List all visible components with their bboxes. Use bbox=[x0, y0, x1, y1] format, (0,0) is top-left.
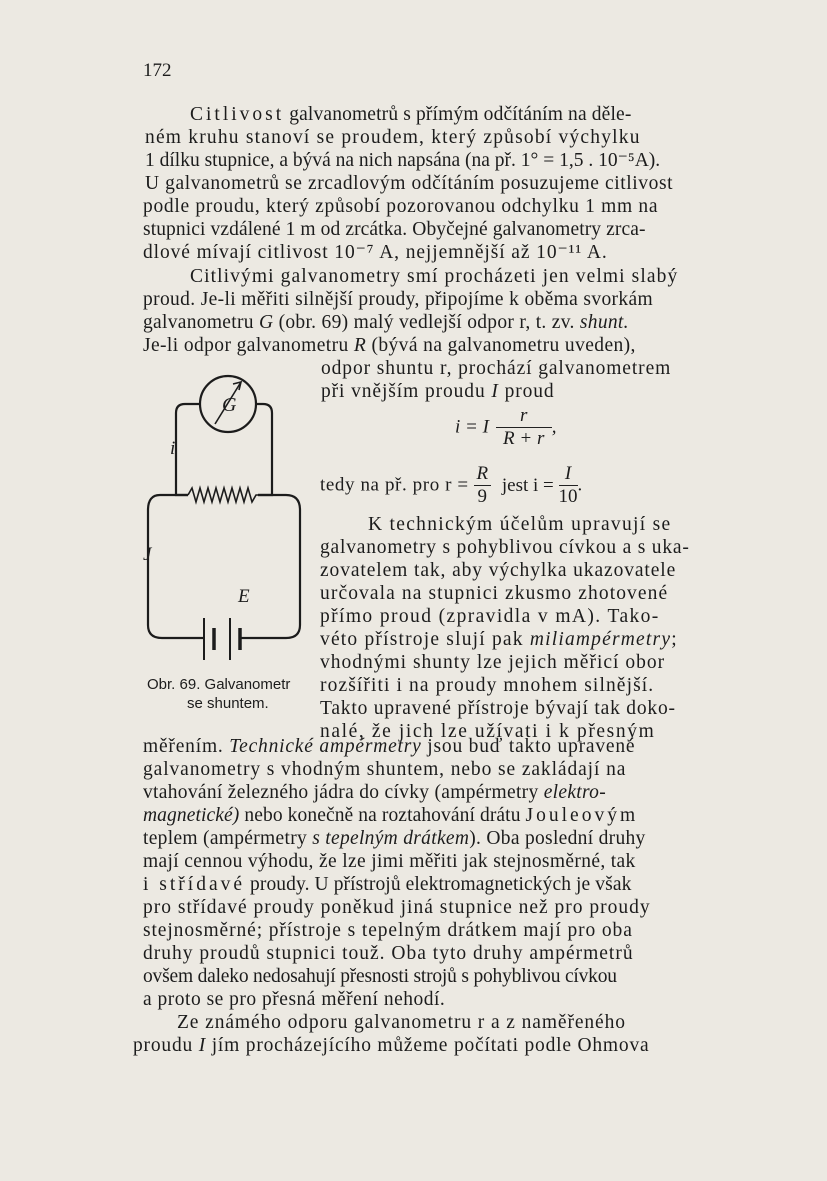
text-span: Je-li odpor galvanometru bbox=[143, 335, 354, 356]
italic-span: elektro- bbox=[543, 782, 606, 803]
label-j: J bbox=[143, 544, 152, 565]
fraction-numerator: r bbox=[496, 405, 552, 428]
line-side2-4: přímo proud (zpravidla v mA). Tako- bbox=[320, 606, 660, 627]
formula-tail: . bbox=[577, 474, 583, 496]
formula-lhs: i = I bbox=[455, 416, 489, 438]
line-bottom-7: pro střídavé proudy poněkud jiná stupnice než pro proudy bbox=[143, 897, 651, 918]
line-bottom-13 bbox=[133, 1035, 649, 1057]
formula-mid: jest i = bbox=[501, 474, 554, 496]
text-span: galvanometru bbox=[143, 312, 259, 333]
text-span: véto přístroje slují pak bbox=[320, 629, 530, 650]
line-top-4: podle proudu, který způsobí pozorovanou odchylku 1 mm na bbox=[143, 196, 659, 217]
line-top-8: proud. Je-li měřiti silnější proudy, připojíme k oběma svorkám bbox=[143, 289, 654, 310]
line-bottom-10: ovšem daleko nedosahují přesnosti strojů s pohyblivou cívkou bbox=[143, 966, 617, 987]
italic-span: Technické ampérmetry bbox=[229, 736, 422, 757]
line-bottom-0 bbox=[143, 736, 635, 758]
line-top-7: Citlivými galvanometry smí procházeti jen velmi slabý bbox=[190, 266, 679, 287]
line-top-1: ném kruhu stanoví se proudem, který způsobí výchylku bbox=[145, 127, 641, 148]
figure-caption bbox=[147, 675, 290, 713]
outer-circuit bbox=[148, 495, 300, 638]
caption-line-1: Obr. 69. Galvanometr bbox=[147, 676, 291, 693]
label-e: E bbox=[238, 586, 250, 607]
page-number: 172 bbox=[143, 60, 172, 81]
line-side2-5 bbox=[320, 629, 678, 651]
label-g: G bbox=[222, 394, 237, 416]
line-top-2: 1 dílku stupnice, a bývá na nich napsána (na př. 1° = 1,5 . 10⁻⁵A). bbox=[145, 150, 661, 171]
upper-left-wire bbox=[176, 404, 200, 495]
text-span: proudu bbox=[133, 1035, 199, 1056]
line-bottom-12: Ze známého odporu galvanometru r a z naměřeného bbox=[177, 1012, 626, 1033]
formula-tail: , bbox=[551, 416, 557, 438]
fraction-denominator: 10 bbox=[558, 486, 578, 507]
text-span: jsou buď takto upravené bbox=[421, 736, 636, 757]
italic-span: magnetické) bbox=[143, 805, 240, 826]
text-span: (bývá na galvanometru uveden), bbox=[366, 335, 636, 356]
line-side2-1: galvanometry s pohyblivou cívkou a s uka- bbox=[320, 537, 690, 558]
line-bottom-11: a proto se pro přesná měření nehodí. bbox=[143, 989, 446, 1010]
line-bottom-9: druhy proudů stupnici touž. Oba tyto druhy ampérmetrů bbox=[143, 943, 634, 964]
shunt-resistor bbox=[188, 488, 258, 502]
line-bottom-2 bbox=[143, 782, 606, 804]
formula-pre: tedy na př. pro r = bbox=[320, 474, 469, 496]
italic-span: G bbox=[259, 312, 274, 333]
text-span: teplem (ampérmetry bbox=[143, 828, 313, 849]
text-span: (obr. 69) malý vedlejší odpor r, t. zv. bbox=[273, 312, 580, 333]
italic-span: R bbox=[353, 335, 367, 356]
line-bottom-5: mají cennou výhodu, že lze jimi měřiti jak stejnosměrné, tak bbox=[143, 851, 636, 872]
line-side2-8: Takto upravené přístroje bývají tak doko- bbox=[320, 698, 676, 719]
line-side-0: odpor shuntu r, prochází galvanometrem bbox=[321, 358, 672, 379]
text-span: nebo konečně na roztahování drátu bbox=[239, 805, 526, 826]
fraction-numerator: R bbox=[474, 463, 492, 486]
spaced-word: Citlivost bbox=[190, 104, 285, 125]
upper-right-wire bbox=[256, 404, 272, 495]
line-top-3: U galvanometrů se zrcadlovým odčítáním posuzujeme citlivost bbox=[145, 173, 674, 194]
line-bottom-3 bbox=[143, 805, 638, 827]
line-side2-6: vhodnými shunty lze jejich měřicí obor bbox=[320, 652, 666, 673]
line-side2-2: zovatelem tak, aby výchylka ukazovatele bbox=[320, 560, 677, 581]
text-span: galvanometrů s přímým odčítáním na děle- bbox=[284, 104, 632, 125]
line-side2-0: K technickým účelům upravují se bbox=[368, 514, 672, 535]
text-span: jím procházejícího můžeme počítati podle Ohmova bbox=[206, 1035, 650, 1056]
line-side2-3: určovala na stupnici zkusmo zhotovené bbox=[320, 583, 669, 604]
line-bottom-6 bbox=[143, 874, 631, 896]
italic-span: miliampérmetry bbox=[529, 629, 672, 650]
text-span: ; bbox=[671, 629, 678, 650]
text-span: vtahování železného jádra do cívky (ampérmetry bbox=[143, 782, 544, 803]
fraction bbox=[474, 463, 492, 508]
line-side2-7: rozšířiti i na proudy mnohem silnější. bbox=[320, 675, 655, 696]
text-span: proudy. U přístrojů elektromagnetických je však bbox=[245, 874, 632, 895]
line-top-0 bbox=[190, 104, 632, 126]
line-side2-9: nalé, že jich lze užívati i k přesným bbox=[320, 721, 656, 742]
italic-span: s tepelným drátkem bbox=[312, 828, 470, 849]
formula-current-divider bbox=[455, 405, 556, 450]
galvanometer-shunt-figure bbox=[140, 360, 320, 670]
line-bottom-8: stejnosměrné; přístroje s tepelným drátkem mají pro oba bbox=[143, 920, 633, 941]
italic-span: shunt. bbox=[579, 312, 629, 333]
fraction-numerator: I bbox=[559, 463, 578, 486]
line-side-1 bbox=[321, 381, 555, 403]
label-i: i bbox=[170, 438, 176, 459]
italic-span: I bbox=[491, 381, 499, 402]
text-span: ). Oba poslední druhy bbox=[469, 828, 646, 849]
spaced-word: Jouleovým bbox=[525, 805, 639, 826]
caption-line-2: se shuntem. bbox=[187, 695, 269, 712]
italic-span: I bbox=[198, 1035, 207, 1056]
text-span: měřením. bbox=[143, 736, 230, 757]
line-bottom-1: galvanometry s vhodným shuntem, nebo se zakládají na bbox=[143, 759, 627, 780]
line-top-5: stupnici vzdálené 1 m od zrcátka. Obyčejné galvanometry zrca- bbox=[143, 219, 646, 240]
line-top-10 bbox=[143, 335, 636, 357]
text-span: proud bbox=[498, 381, 555, 402]
spaced-word: i střídavé bbox=[143, 874, 246, 895]
line-bottom-4 bbox=[143, 828, 646, 850]
fraction bbox=[496, 405, 552, 450]
text-span: při vnějším proudu bbox=[321, 381, 492, 402]
fraction bbox=[559, 463, 578, 508]
formula-example bbox=[320, 463, 582, 508]
line-top-6: dlové mívají citlivost 10⁻⁷ A, nejjemnější až 10⁻¹¹ A. bbox=[143, 242, 608, 263]
line-top-9 bbox=[143, 312, 629, 334]
fraction-denominator: 9 bbox=[477, 486, 488, 507]
fraction-denominator: R + r bbox=[503, 428, 545, 449]
